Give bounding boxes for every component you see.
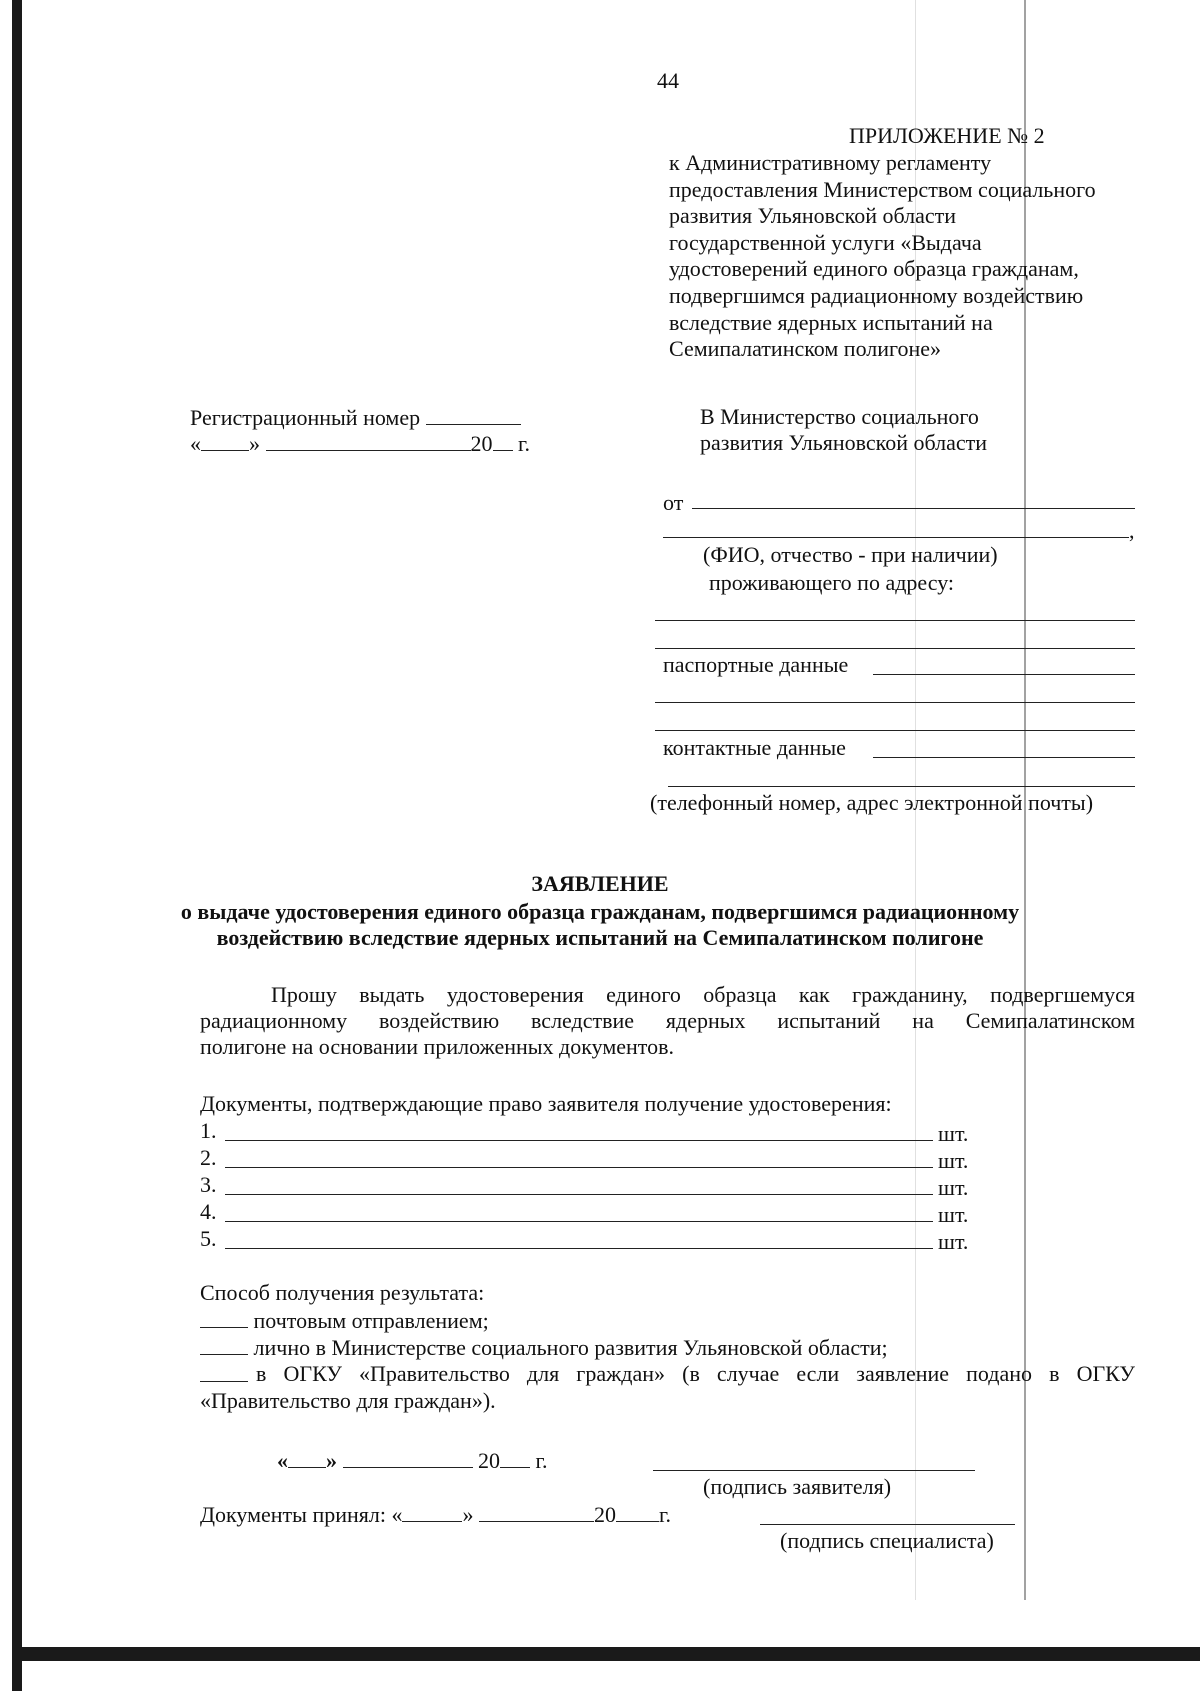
quote-close: » bbox=[462, 1502, 474, 1527]
statement-title: ЗАЯВЛЕНИЕ bbox=[531, 871, 669, 896]
specialist-signature-hint: (подпись специалиста) bbox=[780, 1528, 994, 1553]
delivery-option-personal-checkbox[interactable] bbox=[200, 1334, 248, 1355]
delivery-option-ogku bbox=[200, 1361, 1135, 1388]
year-suffix: г. bbox=[658, 1502, 672, 1527]
delivery-heading: Способ получения результата: bbox=[200, 1280, 485, 1305]
appendix-line: удостоверений единого образца гражданам, bbox=[669, 256, 1079, 282]
from-field[interactable] bbox=[692, 508, 1135, 509]
quote-open: « bbox=[190, 431, 201, 456]
delivery-option-mail bbox=[200, 1307, 489, 1334]
appendix-line: к Административному регламенту bbox=[669, 150, 992, 175]
addressee-line-1: В Министерство социального bbox=[700, 404, 979, 429]
contacts-hint: (телефонный номер, адрес электронной почты) bbox=[650, 790, 1094, 815]
document-item-number: 4. bbox=[200, 1199, 217, 1224]
accepted-month-field[interactable] bbox=[479, 1501, 594, 1522]
from-comma: , bbox=[1129, 518, 1135, 543]
documents-heading: Документы, подтверждающие право заявителя получение удостоверения: bbox=[200, 1091, 892, 1116]
appendix-text bbox=[669, 150, 1096, 363]
delivery-option-ogku-line-2: «Правительство для граждан»). bbox=[200, 1388, 496, 1413]
registration-number-field[interactable] bbox=[426, 404, 521, 425]
applicant-day-field[interactable] bbox=[288, 1447, 326, 1468]
registration-month-field[interactable] bbox=[266, 430, 471, 451]
accepted-line bbox=[200, 1501, 671, 1528]
appendix-line: государственной услуги «Выдача bbox=[669, 229, 982, 255]
document-item-unit: шт. bbox=[938, 1175, 969, 1200]
document-item-number: 1. bbox=[200, 1118, 217, 1143]
registration-year-field[interactable] bbox=[493, 430, 513, 451]
document-item-field[interactable] bbox=[225, 1248, 933, 1249]
statement-subtitle-line-1: о выдаче удостоверения единого образца гражданам, подвергшимся радиационному bbox=[180, 899, 1020, 924]
delivery-option-mail-checkbox[interactable] bbox=[200, 1307, 248, 1328]
scan-edge-left bbox=[12, 0, 22, 1691]
page-number: 44 bbox=[657, 68, 679, 93]
applicant-month-field[interactable] bbox=[343, 1447, 473, 1468]
accepted-year-field[interactable] bbox=[616, 1501, 659, 1522]
appendix-line: Семипалатинском полигоне» bbox=[669, 336, 942, 362]
document-item-number: 5. bbox=[200, 1226, 217, 1251]
passport-label: паспортные данные bbox=[663, 652, 849, 677]
delivery-option-ogku-checkbox[interactable] bbox=[200, 1361, 248, 1382]
document-item-unit: шт. bbox=[938, 1121, 969, 1146]
applicant-signature-field[interactable] bbox=[653, 1470, 975, 1471]
appendix-line: вследствие ядерных испытаний на bbox=[669, 309, 993, 335]
delivery-option-personal bbox=[200, 1334, 888, 1361]
document-item-field[interactable] bbox=[225, 1194, 933, 1195]
appendix-title: ПРИЛОЖЕНИЕ № 2 bbox=[849, 123, 1045, 148]
document-item-field[interactable] bbox=[225, 1221, 933, 1222]
document-item-number: 2. bbox=[200, 1145, 217, 1170]
document-item-unit: шт. bbox=[938, 1229, 969, 1254]
registration-day-field[interactable] bbox=[201, 430, 249, 451]
statement-body-line-1: Прошу выдать удостоверения единого образца как гражданину, подвергшемуся bbox=[271, 982, 1135, 1007]
accepted-label: Документы принял: « bbox=[200, 1502, 403, 1527]
year-suffix: г. bbox=[535, 1448, 548, 1473]
document-item-unit: шт. bbox=[938, 1148, 969, 1173]
year-suffix: г. bbox=[518, 431, 531, 456]
registration-number bbox=[190, 404, 521, 431]
appendix-line: предоставления Министерством социального bbox=[669, 176, 1096, 202]
registration-date bbox=[190, 430, 530, 457]
delivery-option-ogku-label: в ОГКУ «Правительство для граждан» (в случае если заявление подано в ОГКУ bbox=[256, 1361, 1135, 1386]
address-field-line-1[interactable] bbox=[655, 620, 1135, 621]
document-item-field[interactable] bbox=[225, 1167, 933, 1168]
year-prefix: 20 bbox=[593, 1502, 616, 1527]
document-item-unit: шт. bbox=[938, 1202, 969, 1227]
passport-field-line-3[interactable] bbox=[655, 730, 1135, 731]
contacts-field[interactable] bbox=[873, 757, 1135, 758]
delivery-option-personal-label: лично в Министерстве социального развития Ульяновской области; bbox=[253, 1335, 888, 1360]
quote-close: » bbox=[326, 1448, 337, 1473]
from-field-line-2[interactable] bbox=[663, 537, 1129, 538]
accepted-day-field[interactable] bbox=[402, 1501, 462, 1522]
scan-edge-bottom bbox=[12, 1647, 1200, 1661]
document-item-number: 3. bbox=[200, 1172, 217, 1197]
appendix-line: подвергшимся радиационному воздействию bbox=[669, 282, 1084, 308]
passport-field[interactable] bbox=[873, 674, 1135, 675]
specialist-signature-field[interactable] bbox=[760, 1524, 1015, 1525]
year-prefix: 20 bbox=[478, 1448, 500, 1473]
registration-number-label: Регистрационный номер bbox=[190, 405, 421, 430]
fio-hint: (ФИО, отчество - при наличии) bbox=[703, 542, 998, 567]
address-label: проживающего по адресу: bbox=[709, 570, 955, 595]
statement-body-line-2: радиационному воздействию вследствие ядерных испытаний на Семипалатинском bbox=[200, 1008, 1135, 1033]
applicant-date bbox=[277, 1447, 548, 1474]
passport-field-line-2[interactable] bbox=[655, 702, 1135, 703]
appendix-line: развития Ульяновской области bbox=[669, 203, 957, 229]
quote-close: » bbox=[249, 431, 260, 456]
year-prefix: 20 bbox=[470, 431, 493, 456]
contacts-field-line-2[interactable] bbox=[668, 786, 1135, 787]
applicant-year-field[interactable] bbox=[500, 1447, 530, 1468]
address-field-line-2[interactable] bbox=[655, 648, 1135, 649]
addressee-line-2: развития Ульяновской области bbox=[700, 430, 988, 455]
contacts-label: контактные данные bbox=[663, 735, 846, 760]
statement-body-line-3: полигоне на основании приложенных документов. bbox=[200, 1034, 674, 1059]
statement-subtitle-line-2: воздействию вследствие ядерных испытаний на Семипалатинском полигоне bbox=[216, 925, 984, 950]
document-item-field[interactable] bbox=[225, 1140, 933, 1141]
delivery-option-mail-label: почтовым отправлением; bbox=[253, 1308, 489, 1333]
quote-open: « bbox=[277, 1448, 288, 1473]
from-label: от bbox=[663, 490, 684, 515]
applicant-signature-hint: (подпись заявителя) bbox=[703, 1474, 892, 1499]
